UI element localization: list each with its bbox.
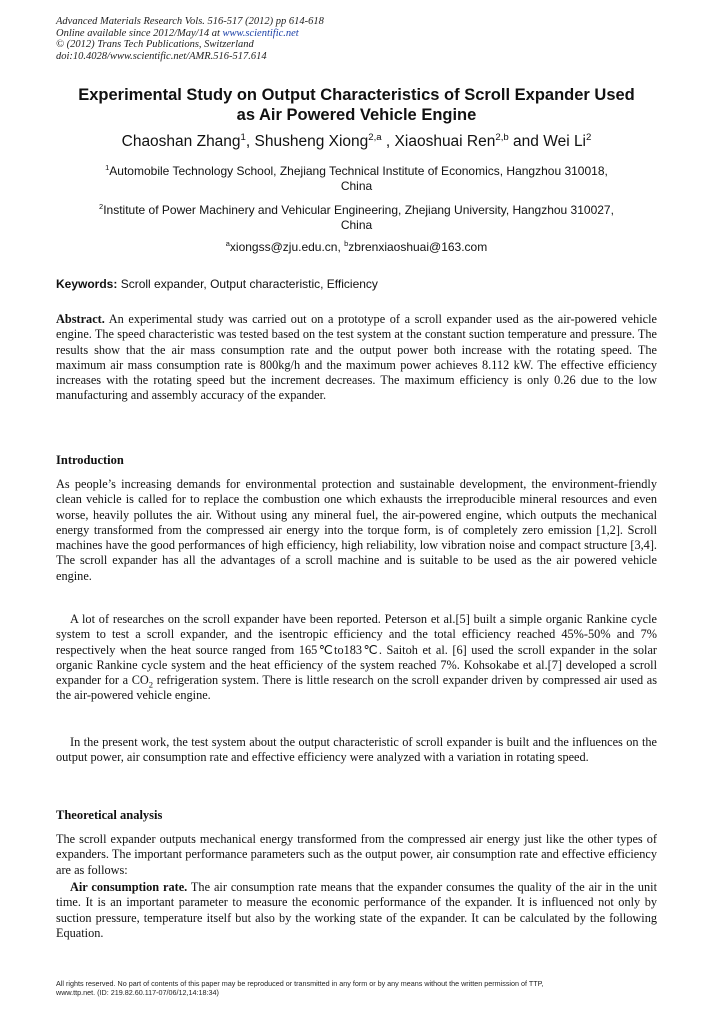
journal-line: Advanced Materials Research Vols. 516-517 (2012) pp 614-618	[56, 16, 324, 27]
title-line-2: as Air Powered Vehicle Engine	[236, 106, 477, 124]
paper-title	[40, 85, 673, 125]
intro-paragraph-3-text: In the present work, the test system about the output characteristic of scroll expander is built and the influences on the output power, air consumption rate and effective efficiency were analyzed with a variation in rotating speed.	[56, 735, 657, 765]
intro-paragraph-2-end: refrigeration system. There is little research on the scroll expander driven by compressed air used as the air-powered vehicle engine.	[56, 673, 657, 703]
email-superscript: a	[225, 239, 230, 248]
intro-paragraph-1: As people’s increasing demands for environmental protection and sustainable development, the environment-friendly clean vehicle is called for to replace the combustion one which exhausts the irreproducible mineral resources and even worse, heavily pollutes the air. Without using any mineral fuel, the air-powered engine, which outputs the mechanical energy transformed from the compressed air energy into the torque form, is of completely zero emission [1,2]. Scroll machines have the good performances of high efficiency, high reliability, low vibration noise and compact structure [3,4]. The scroll expander has all the advantages of a scroll machine and is suitable to be used as the air powered vehicle engine.	[56, 477, 657, 583]
affiliation-text: Automobile Technology School, Zhejiang Technical Institute of Economics, Hangzhou 310018,	[109, 164, 608, 178]
keywords	[56, 277, 378, 292]
section-heading-theory: Theoretical analysis	[56, 808, 163, 822]
doi-line: doi:10.4028/www.scientific.net/AMR.516-517.614	[56, 50, 267, 62]
title-line-1: Experimental Study on Output Characteristics of Scroll Expander Used	[78, 86, 635, 104]
theory-paragraph-1: The scroll expander outputs mechanical energy transformed from the compressed air energy just like the other types of expanders. The important performance parameters such as the output power, air consumption rate and effective efficiency are as follows:	[56, 832, 657, 877]
abstract-label: Abstract.	[56, 312, 105, 326]
author-superscript: 2,a	[368, 131, 382, 143]
keywords-text: Scroll expander, Output characteristic, Efficiency	[120, 277, 378, 291]
abstract	[56, 312, 657, 404]
section-heading-introduction: Introduction	[56, 453, 124, 467]
intro-paragraph-3	[56, 735, 657, 766]
affiliation-superscript: 2	[99, 202, 104, 211]
keywords-label: Keywords:	[56, 277, 118, 291]
online-line	[56, 28, 324, 40]
affiliation-1	[50, 164, 663, 194]
email-a[interactable]: xiongss@zju.edu.cn,	[229, 240, 341, 254]
air-consumption-label: Air consumption rate.	[70, 880, 188, 894]
author-name: Chaoshan Zhang	[121, 133, 241, 150]
author-emails	[50, 240, 663, 255]
affiliation-country: China	[340, 218, 373, 232]
footer-line-1: All rights reserved. No part of contents of this paper may be reproduced or transmitted in any form or by any means without the written permission of TTP,	[56, 979, 544, 988]
copyright-footer	[56, 980, 657, 997]
email-superscript: b	[344, 239, 349, 248]
author-superscript: 2,b	[495, 131, 509, 143]
online-prefix: Online available since 2012/May/14 at	[56, 27, 223, 39]
author-name: Wei Li	[543, 133, 587, 150]
author-name: Shusheng Xiong	[254, 133, 369, 150]
affiliation-superscript: 1	[105, 163, 110, 172]
theory-paragraph-2-text: The air consumption rate means that the expander consumes the quality of the air in the unit time. It is an important parameter to measure the economic performance of the expander. It is influenced not only by suction pressure, temperature itself but also by the working state of the expander. It can be calculated by the following Equation.	[56, 880, 657, 940]
footer-line-2: www.ttp.net. (ID: 219.82.60.117-07/06/12,14:18:34)	[56, 987, 219, 997]
online-link[interactable]: www.scientific.net	[222, 27, 299, 39]
author-conjunction: and	[513, 133, 539, 150]
theory-paragraph-2	[56, 880, 657, 941]
author-superscript: 2	[586, 131, 592, 143]
email-b[interactable]: zbrenxiaoshuai@163.com	[348, 240, 488, 254]
co2-subscript: 2	[148, 679, 154, 690]
publication-info	[56, 16, 324, 62]
intro-paragraph-2-text: A lot of researches on the scroll expander have been reported. Peterson et al.[5] built a simple organic Rankine cycle system to test a scroll expander, and the isentropic efficiency and the total efficiency reached 45%-50% and 7% respectively when the heat source ranged from 165℃to183℃. Saitoh et al. [6] used the scroll expander in the solar organic Rankine cycle system and the heat efficiency of the system reached 7%. Kohsokabe et al.[7] developed a scroll expander for a CO	[56, 612, 657, 687]
affiliation-country: China	[340, 179, 373, 193]
author-name: Xiaoshuai Ren	[394, 133, 496, 150]
abstract-text: An experimental study was carried out on a prototype of a scroll expander used as the air-powered vehicle engine. The speed characteristic was tested based on the test system at the constant suction temperature and pressure. The results show that the air mass consumption rate and the output power both increase with the rotating speed. The maximum air mass consumption rate is 800kg/h and the maximum power achieves 8.112 kW. The effective efficiency increases with the rotating speed but the increment decreases. The maximum efficiency is only 0.26 due to the low manufacturing and assembly accuracy of the expander.	[56, 312, 657, 403]
author-superscript: 1	[240, 131, 246, 143]
author-list: Chaoshan Zhang$^1$, Shusheng Xiong$^{2,a}$ , Xiaoshuai Ren$^{2,b}$ and Wei Li$^2$	[121, 131, 592, 150]
affiliation-text: Institute of Power Machinery and Vehicular Engineering, Zhejiang University, Hangzhou 310027,	[103, 203, 614, 217]
intro-paragraph-2	[56, 612, 657, 704]
affiliation-2	[50, 203, 663, 233]
copyright-line: © (2012) Trans Tech Publications, Switzerland	[56, 39, 254, 50]
